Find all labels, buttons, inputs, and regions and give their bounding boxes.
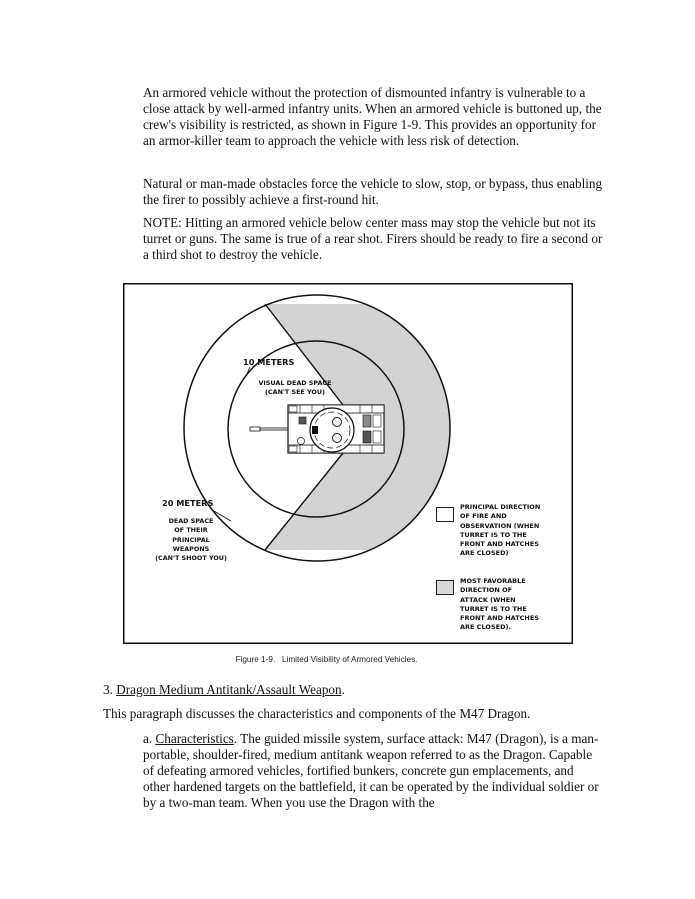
- figure-caption-text: Figure 1-9. Limited Visibility of Armored Vehicles.: [235, 655, 418, 664]
- intro-paragraph: An armored vehicle without the protection of dismounted infantry is vulnerable to a close attack by well-armed infantry units. When an armored vehicle is buttoned up, the crew's visibility is restricted, as shown in Figure 1-9. This provides an opportunity for an armor-killer team to approach the vehicle with less risk of detection.: [143, 85, 602, 148]
- legend-text-principal-direction: [460, 503, 540, 559]
- label-dead-space-weapons: [143, 517, 239, 563]
- subsection-prefix: a.: [143, 731, 156, 746]
- characteristics-body: . The guided missile system, surface attack: M47 (Dragon), is a man-portable, shoulder-fired, medium antitank weapon referred to as the Dragon. Capable of defeating armored vehicles, fortified bunkers, concrete gun emplacements, and other hardened targets on the battlefield, it can be operated by the individual soldier or by a two-man team. When you use the Dragon with the: [143, 731, 599, 810]
- legend-text-favorable-attack: [460, 577, 539, 633]
- legend-line: MOST FAVORABLE: [460, 577, 526, 585]
- label-visual-dead-space: [243, 379, 347, 398]
- legend-line: OBSERVATION (WHEN: [460, 521, 540, 530]
- obstacles-paragraph: Natural or man-made obstacles force the vehicle to slow, stop, or bypass, thus enabling the firer to possibly achieve a first-round hit.: [143, 176, 603, 207]
- legend-line: TURRET IS TO THE: [460, 530, 527, 539]
- section-title: Dragon Medium Antitank/Assault Weapon: [116, 682, 342, 697]
- legend-line: ATTACK (WHEN: [460, 595, 516, 604]
- legend-line: ARE CLOSED): [460, 549, 509, 558]
- legend-line: PRINCIPAL DIRECTION: [460, 503, 541, 511]
- label-visual-dead-space-line1: VISUAL DEAD SPACE: [258, 379, 332, 387]
- label-20-meters: 20 METERS: [162, 498, 214, 508]
- section-3-heading: [103, 682, 623, 698]
- section-title-period: .: [341, 682, 345, 697]
- label-visual-dead-space-line2: (CAN'T SEE YOU): [265, 388, 325, 397]
- dead-space-line: OF THEIR: [174, 526, 208, 535]
- dead-space-line: (CAN'T SHOOT YOU): [155, 554, 227, 563]
- legend-line: TURRET IS TO THE: [460, 604, 527, 613]
- section-3-intro: This paragraph discusses the characteristics and components of the M47 Dragon.: [103, 706, 531, 721]
- figure-caption: [0, 655, 695, 664]
- legend-line: FRONT AND HATCHES: [460, 540, 539, 549]
- legend-swatch-principal-direction: [436, 507, 454, 522]
- dead-space-line: WEAPONS: [172, 544, 210, 553]
- figure-limited-visibility: [123, 283, 573, 644]
- dead-space-line: DEAD SPACE: [168, 517, 214, 525]
- legend-line: ARE CLOSED).: [460, 623, 511, 632]
- subsection-heading: Characteristics: [155, 731, 234, 746]
- legend-line: OF FIRE AND: [460, 512, 507, 521]
- section-number: 3.: [103, 682, 117, 697]
- dead-space-line: PRINCIPAL: [172, 535, 210, 544]
- legend-line: DIRECTION OF: [460, 586, 513, 595]
- characteristics-paragraph: [143, 731, 603, 811]
- label-10-meters: 10 METERS: [243, 357, 295, 367]
- legend-swatch-favorable-attack: [436, 580, 454, 595]
- note-paragraph: NOTE: Hitting an armored vehicle below center mass may stop the vehicle but not its turret or guns. The same is true of a rear shot. Firers should be ready to fire a second or a third shot to destroy the vehicle.: [143, 215, 603, 262]
- legend-line: FRONT AND HATCHES: [460, 614, 539, 623]
